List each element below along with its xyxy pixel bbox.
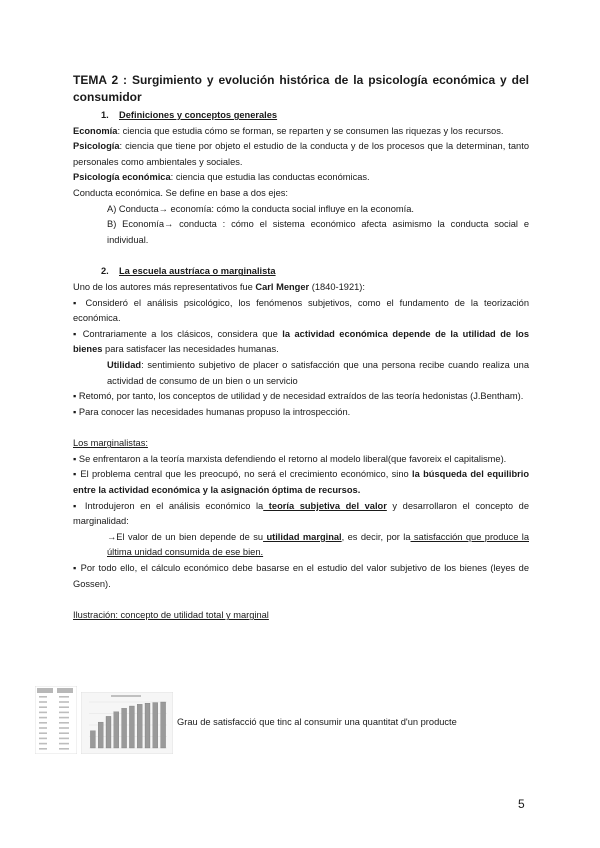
chart-bar [122,708,127,748]
chart-bar [114,712,119,748]
bullet-item [73,327,529,358]
bullet-item [73,499,529,530]
bullet-item: ▪ Para conocer las necesidades humanas propuso la introspección. [73,406,351,417]
illustration [35,686,565,758]
chart-bar [145,703,150,748]
chart-bar [90,731,95,748]
text: ▪ Introdujeron en el análisis económico la [73,500,264,511]
underlined-text: satisfacción que produce la última unidad consumida de ese bien. [107,531,529,558]
table-cell-mark [39,706,47,708]
text: para satisfacer las necesidades humanas. [102,344,279,355]
section-heading-1 [101,108,529,124]
section-label: La escuela austríaca o marginalista [119,266,276,277]
definition-text: : ciencia que tiene por objeto el estudio de la conducta y de los procesos que la determinan, tanto personales como ambientales y sociales. [73,141,529,167]
chart-bar [129,706,134,748]
bullet-item: ▪ Se enfrentaron a la teoría marxista defendiendo el retorno al modelo liberal(que favoreix el capitalisme). [73,453,507,464]
utility-bar-chart [81,692,173,754]
definition-text: : ciencia que estudia las conductas económicas. [170,172,370,183]
chart-bar [153,703,158,748]
term: Economía [73,125,118,136]
table-cell-mark [39,696,47,698]
emphasis: la búsqueda del equilibrio entre la actividad económica y la asignación óptima de recursos. [73,469,529,496]
table-cell-mark [39,738,47,740]
table-cell-mark [59,701,69,703]
text: y desarrollaron el concepto de marginalidad: [73,500,529,527]
bullet-item: ▪ Consideró el análisis psicológico, los fenómenos subjetivos, como el fundamento de la teorización económica. [73,297,529,324]
definition-psicologia-economica [73,170,529,186]
table-cell-mark [39,712,47,714]
term: Psicología [73,141,120,152]
chart-bar [98,722,103,748]
table-cell-mark [59,706,69,708]
section-number: 1. [101,110,109,120]
author-name: Carl Menger [255,281,310,292]
utility-table-thumbnail [35,686,77,754]
term: Psicología económica [73,172,171,183]
emphasis-underlined: utilidad marginal [263,531,342,542]
section-number: 2. [101,266,109,277]
definition-text: : sentimiento subjetivo de placer o satisfacción que una persona recibe cuando realiza una actividad de consumo de un bien o un servicio [107,359,529,386]
table-cell-mark [39,701,47,703]
document-body [73,72,529,624]
text: (1840-1921): [309,281,365,292]
table-cell-mark [39,717,47,719]
table-cell-mark [59,748,69,750]
term: Utilidad [107,359,142,370]
bullet-item: ▪ Retomó, por tanto, los conceptos de utilidad y de necesidad extraídos de las teoría hedonistas (J.Bentham). [73,391,524,402]
menger-intro [73,280,529,296]
section-heading-2 [101,264,529,280]
table-cell-mark [39,727,47,729]
table-cell-mark [39,748,47,750]
table-cell-mark [39,732,47,734]
bullet-item [73,467,529,498]
text: →El valor de un bien depende de su [107,531,264,542]
table-cell-mark [59,722,69,724]
page-number: 5 [518,797,525,811]
chart-bar [161,702,166,748]
illustration-label: Ilustración: concepto de utilidad total y marginal [73,610,269,621]
table-cell-mark [59,712,69,714]
emphasis-underlined: teoría subjetiva del valor [263,500,387,511]
table-cell-mark [39,743,47,745]
definition-economia [73,124,529,140]
illustration-caption: Grau de satisfacció que tinc al consumir una quantitat d'un producte [177,717,457,727]
definition-text: : ciencia que estudia cómo se forman, se reparten y se consumen las riquezas y los recursos. [117,125,504,136]
subheading-marginalistas: Los marginalistas: [73,438,148,449]
chart-bar [137,704,142,748]
page-title: TEMA 2 : Surgimiento y evolución histórica de la psicología económica y del consumidor [73,73,529,104]
definition-psicologia [73,139,529,170]
text: ▪ El problema central que les preocupó, no será el crecimiento económico, sino [73,469,413,480]
text: , es decir, por la [341,531,411,542]
table-cell-mark [39,722,47,724]
eje-a: A) Conducta→ economía: cómo la conducta social influye en la economía. [107,203,414,214]
definition-utilidad [107,358,529,389]
table-cell-mark [59,743,69,745]
table-cell-mark [59,732,69,734]
bullet-item: ▪ Por todo ello, el cálculo económico debe basarse en el estudio del valor subjetivo de los bienes (leyes de Gossen). [73,563,529,589]
emphasis: la actividad económica depende de la utilidad de los bienes [73,328,529,355]
chart-bar [106,716,111,748]
arrow-item [107,530,529,561]
table-cell-mark [59,727,69,729]
text: Uno de los autores más representativos fue [73,281,256,292]
table-cell-mark [59,738,69,740]
eje-b: B) Economía→ conducta : cómo el sistema económico afecta asimismo la conducta social e individual. [107,219,529,245]
conducta-economica: Conducta económica. Se define en base a dos ejes: [73,187,289,198]
text: ▪ Contrariamente a los clásicos, considera que [73,328,283,339]
table-cell-mark [59,696,69,698]
section-label: Definiciones y conceptos generales [119,110,278,120]
table-cell-mark [59,717,69,719]
